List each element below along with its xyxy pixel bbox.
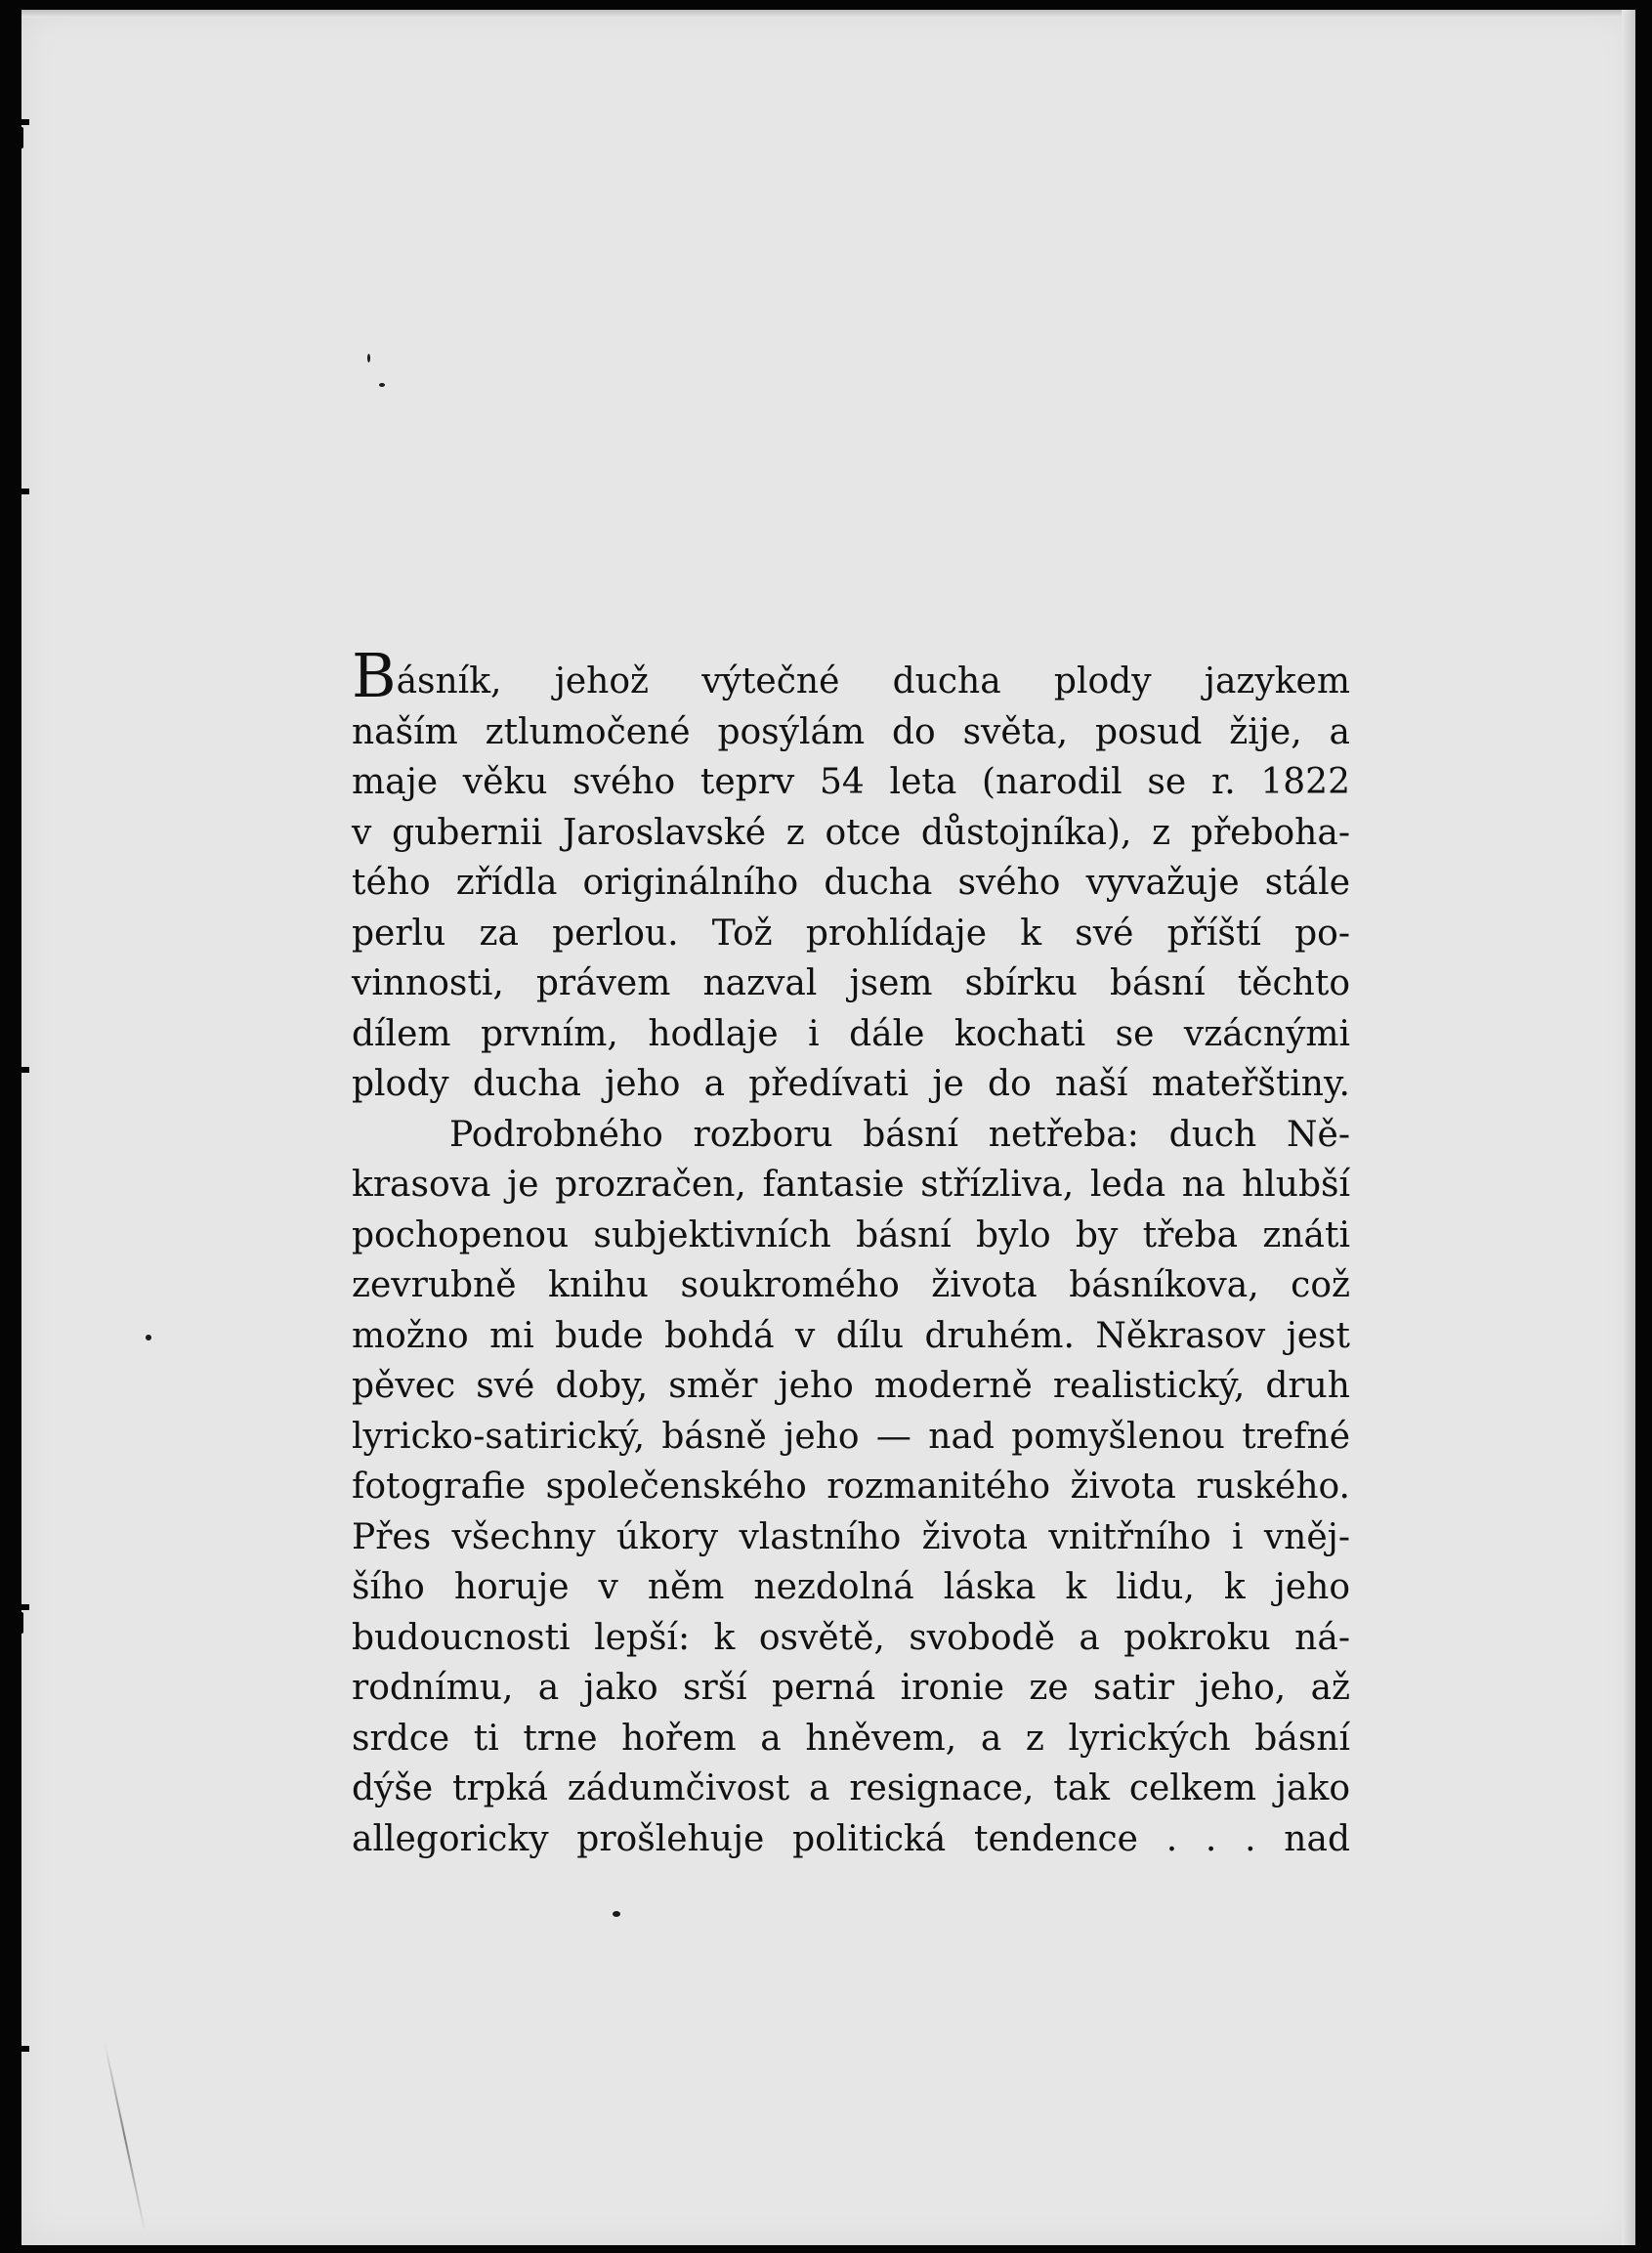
binding-mark xyxy=(0,119,29,125)
binding-mark xyxy=(0,489,29,494)
spine-crease xyxy=(104,2042,147,2233)
text-line: dýše trpká zádumčivost a resignace, tak celkem jako xyxy=(352,1768,1350,1808)
text-line: perlu za perlou. Tož prohlídaje k své příští po- xyxy=(352,913,1350,954)
scan-right-edge xyxy=(1622,10,1635,2245)
text-line: Podrobného rozboru básní netřeba: duch Ně- xyxy=(449,1114,1350,1155)
text-line: rodnímu, a jako srší perná ironie ze satir jeho, až xyxy=(352,1668,1350,1708)
binding-mark xyxy=(0,1604,29,1610)
ink-speck xyxy=(379,383,385,387)
text-line: pochopenou subjektivních básní bylo by třeba znáti xyxy=(352,1214,1350,1255)
ink-speck xyxy=(146,1335,151,1340)
ink-speck xyxy=(613,1911,620,1917)
binding-mark xyxy=(0,1067,29,1073)
drop-cap: B xyxy=(352,640,397,711)
binding-mark xyxy=(0,2046,29,2052)
text-line: srdce ti trne hořem a hněvem, a z lyrických básní xyxy=(352,1718,1350,1759)
text-line: maje věku svého teprv 54 leta (narodil se r. 1822 xyxy=(352,762,1350,802)
text-line: vinnosti, právem nazval jsem sbírku básní těchto xyxy=(352,963,1350,1003)
text-line: allegoricky prošlehuje politická tendence . . . nad xyxy=(352,1818,1350,1859)
text-line xyxy=(352,640,1350,711)
text-line: možno mi bude bohdá v dílu druhém. Někrasov jest xyxy=(352,1315,1350,1356)
text-line: plody ducha jeho a předívati je do naší mateřštiny. xyxy=(352,1064,1350,1104)
text-line: naším ztlumočené posýlám do světa, posud žije, a xyxy=(352,711,1350,752)
text-line: fotografie společenského rozmanitého života ruského. xyxy=(352,1467,1350,1507)
text-line: dílem prvním, hodlaje i dále kochati se vzácnými xyxy=(352,1013,1350,1054)
scan-top-edge xyxy=(21,10,1635,18)
text-line: krasova je prozračen, fantasie střízliva, leda na hlubší xyxy=(352,1165,1350,1205)
body-text xyxy=(352,640,1350,1864)
text-line: pěvec své doby, směr jeho moderně realistický, druh xyxy=(352,1366,1350,1406)
binding-dot xyxy=(14,127,23,149)
text-line: tého zřídla originálního ducha svého vyvažuje stále xyxy=(352,863,1350,903)
text-line: lyricko-satirický, básně jeho — nad pomyšlenou trefné xyxy=(352,1416,1350,1457)
text-line: budoucnosti lepší: k osvětě, svobodě a pokroku ná- xyxy=(352,1617,1350,1658)
ink-speck xyxy=(367,354,370,362)
text-line: Přes všechny úkory vlastního života vnitřního i vněj- xyxy=(352,1516,1350,1557)
text-line: v gubernii Jaroslavské z otce důstojníka), z přeboha- xyxy=(352,812,1350,853)
scanned-page xyxy=(21,10,1635,2245)
binding-dot xyxy=(14,1612,23,1634)
text-line: šího horuje v něm nezdolná láska k lidu, k jeho xyxy=(352,1567,1350,1607)
text-line-content: ásník, jehož výtečné ducha plody jazykem xyxy=(396,661,1350,701)
text-line: zevrubně knihu soukromého života básníkova, což xyxy=(352,1265,1350,1305)
